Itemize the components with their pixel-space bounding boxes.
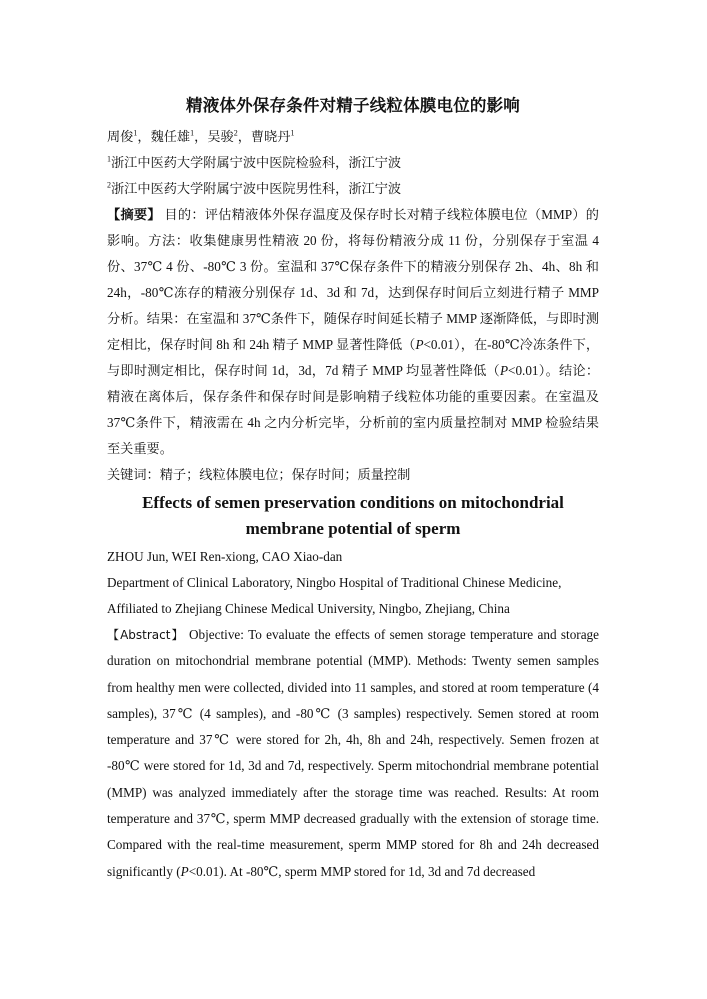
author-sup: 2 bbox=[233, 128, 238, 138]
p-value-symbol: P bbox=[499, 363, 509, 378]
english-abstract bbox=[107, 622, 599, 885]
author-name: 周俊 bbox=[107, 129, 134, 144]
author-sup: 1 bbox=[190, 128, 195, 138]
english-title bbox=[107, 490, 599, 542]
author-line: 周俊$^1$，魏任雄$^1$，吴骏$^2$，曹晓丹$^1$ bbox=[107, 128, 295, 144]
affiliation-1 bbox=[107, 150, 599, 176]
author-name: 曹晓丹 bbox=[250, 129, 291, 144]
abstract-label: 【Abstract】 bbox=[107, 628, 185, 642]
affiliation-2 bbox=[107, 176, 599, 202]
author-name: 吴骏 bbox=[207, 129, 234, 144]
english-title-line: membrane potential of sperm bbox=[245, 519, 461, 538]
author-sup: 1 bbox=[290, 128, 295, 138]
chinese-title: 精液体外保存条件对精子线粒体膜电位的影响 bbox=[186, 96, 520, 115]
p-value-symbol: P bbox=[180, 863, 189, 879]
abstract-text: <0.01），在-80℃冷冻条件下，与即时测定相比，保存时间 1d，3d，7d 精子 MMP 均显著性降低（ bbox=[107, 337, 600, 378]
abstract-label: 【摘要】 bbox=[107, 207, 161, 222]
english-affiliation-line: Department of Clinical Laboratory, Ningbo Hospital of Traditional Chinese Medicine, bbox=[107, 575, 562, 590]
abstract-text: 目的：评估精液体外保存温度及保存时长对精子线粒体膜电位（MMP）的影响。方法：收集健康男性精液 20 份，将每份精液分成 11 份，分别保存于室温 4 份、37℃ 4 份、-80℃ 3 份。室温和 37℃保存条件下的精液分别保存 2h、4h、8h 和 24h，-80℃冻存的精液分别保存 1d、3d 和 7d，达到保存时间后立刻进行精子 MMP 分析。结果：在室温和 37℃条件下，随保存时间延长精子 MMP 逐渐降低，与即时测定相比，保存时间 8h 和 24h 精子 MMP 显著性降低（ bbox=[107, 207, 599, 352]
author-sup: 1 bbox=[133, 128, 138, 138]
abstract-text: <0.01）。结论：精液在离体后，保存条件和保存时间是影响精子线粒体功能的重要因素。在室温及 37℃条件下，精液需在 4h 之内分析完毕，分析前的室内质量控制对 MMP 检验结果至关重要。 bbox=[107, 363, 600, 456]
english-title-line: Effects of semen preservation conditions on mitochondrial bbox=[142, 493, 564, 512]
affiliation-text: 浙江中医药大学附属宁波中医院男性科，浙江宁波 bbox=[111, 181, 402, 196]
chinese-keywords: 关键词：精子；线粒体膜电位；保存时间；质量控制 bbox=[107, 467, 411, 482]
english-authors: ZHOU Jun, WEI Ren-xiong, CAO Xiao-dan bbox=[107, 549, 343, 564]
chinese-abstract bbox=[107, 202, 599, 462]
affiliation-text: 浙江中医药大学附属宁波中医院检验科，浙江宁波 bbox=[111, 155, 402, 170]
abstract-text: Objective: To evaluate the effects of semen storage temperature and storage duration on mitochondrial membrane potential (MMP). Methods: Twenty semen samples from healthy men were collected, divided into 11 samples, and stored at room temperature (4 samples), 37℃ (4 samples), and -80℃ (3 samples) respectively. Semen stored at room temperature and 37℃ were stored for 2h, 4h, 8h and 24h, respectively. Semen frozen at -80℃ were stored for 1d, 3d and 7d, respectively. Sperm mitochondrial membrane potential (MMP) was analyzed immediately after the storage time was reached. Results: At room temperature and 37℃, sperm MMP decreased gradually with the extension of storage time. Compared with the real-time measurement, sperm MMP stored for 8h and 24h decreased significantly ( bbox=[107, 627, 600, 879]
affiliation-sup: 2 bbox=[107, 180, 111, 190]
english-affiliation-line: Affiliated to Zhejiang Chinese Medical University, Ningbo, Zhejiang, China bbox=[107, 601, 510, 616]
author-name: 魏任雄 bbox=[150, 129, 191, 144]
abstract-text: <0.01). At -80℃, sperm MMP stored for 1d, 3d and 7d decreased bbox=[188, 863, 536, 879]
affiliation-sup: 1 bbox=[107, 154, 111, 164]
paper-page bbox=[107, 92, 599, 885]
p-value-symbol: P bbox=[415, 337, 424, 352]
